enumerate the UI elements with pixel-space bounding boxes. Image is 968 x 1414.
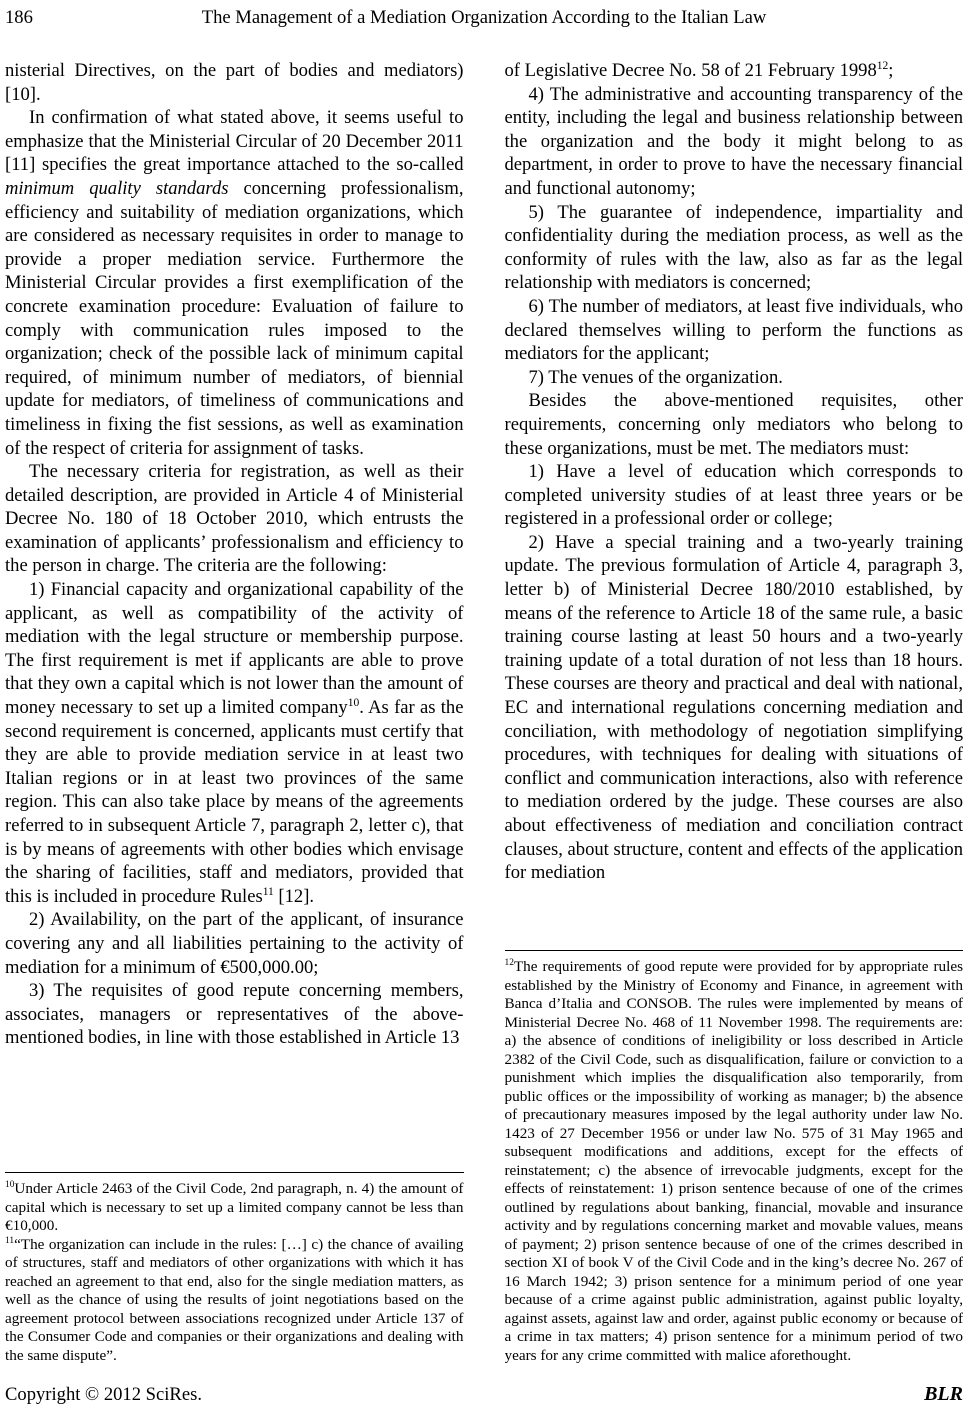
copyright-text: Copyright © 2012 SciRes. [5, 1384, 202, 1405]
left-footnote-block [5, 1172, 464, 1365]
left-column-text [5, 59, 464, 1050]
paragraph: The necessary criteria for registration, as well as their detailed description, are provided in Article 4 of Ministerial Decree No. 180 of 18 October 2010, which entrusts the examination of applicants’ professionalism and efficiency to the person in charge. The criteria are the following: [5, 461, 464, 577]
journal-abbrev: BLR [924, 1383, 963, 1405]
paragraph: 7) The venues of the organization. [528, 366, 783, 388]
footnote: $^{10}$Under Article 2463 of the Civil Code, 2nd paragraph, n. 4) the amount of capital which is necessary to set up a limited company cannot be less than €10,000. [5, 1179, 464, 1234]
paragraph: 2) Have a special training and a two-yearly training update. The previous formulation of Article 4, paragraph 3, letter b) of Ministerial Decree 180/2010 established, by means of the reference to Article 18 of the same rule, a basic training course lasting at least 50 hours and a two-yearly training update of a total duration of not less than 18 hours. These courses are theory and practical and deal with national, EC and international regulations concerning mediation and conciliation, with methodology of negotiation simplifying procedures, with techniques for dealing with situations of conflict and communication interactions, also with reference to mediation ordered by the judge. These courses are also about effectiveness of mediation and conciliation contract clauses, about structure, content and effects of the application for mediation [504, 531, 963, 884]
page-header [5, 6, 963, 30]
right-column-footnotes [505, 958, 964, 1365]
paragraph: of Legislative Decree No. 58 of 21 February 1998$^{12}$; [504, 59, 894, 81]
paragraph: 6) The number of mediators, at least five individuals, who declared themselves willing to perform the functions as mediators for the applicant; [504, 295, 963, 365]
right-footnote-block [505, 950, 964, 1365]
page-footer [5, 1383, 963, 1408]
paragraph: 3) The requisites of good repute concerning members, associates, managers or representatives of the above-mentioned bodies, in line with those established in Article 13 [5, 980, 464, 1049]
paragraph: 4) The administrative and accounting transparency of the entity, including the legal and business relationship between the organization and the body it might belong to as department, in order to prove to have the necessary financial and functional autonomy; [504, 83, 963, 199]
two-column-body [5, 59, 963, 1365]
paragraph: Besides the above-mentioned requisites, other requirements, concerning only mediators who belong to these organizations, must be met. The mediators must: [504, 390, 963, 459]
footnote-separator-left [5, 1172, 464, 1173]
paragraph: 1) Have a level of education which corresponds to completed university studies of at least three years or be registered in a professional order or college; [504, 461, 963, 530]
footnote-separator-right [505, 950, 964, 951]
footnote: $^{11}$“The organization can include in the rules: […] c) the chance of availing of structures, staff and mediators of other organizations with which it has reached an agreement to that end, also for the single mediation matters, as well as the chance of using the results of joint negotiations based on the agreement protocol between associations recognized under Article 137 of the Consumer Code and companies or their organizations and dealing with the same dispute”. [5, 1235, 464, 1364]
footnote: $^{12}$The requirements of good repute were provided for by appropriate rules established by the Ministry of Economy and Finance, in agreement with Banca d’Italia and CONSOB. The rules were implemented by means of Ministerial Decree No. 468 of 11 November 1998. The requirements are: a) the absence of conditions of ineligibility or loss described in Article 2382 of the Civil Code, such as disqualification, failure or conviction to a punishment which implies the disqualification also temporarily, from public offices or the impossibility of working as manager; b) the absence of precautionary measures imposed by the legal authority under law No. 1423 of 27 December 1956 or under law No. 575 of 31 May 1965 and subsequent modifications and additions, except for the effects of reinstatement; c) the absence of irrevocable judgments, except for the effects of reinstatement: 1) prison sentence because of one of the crimes outlined by regulations about banking, financial, movable and insurance activity and by regulations concerning market and movable values, means of payment; 2) prison sentence because of one of the crimes described in section XI of book V of the Civil Code and in the king’s decree No. 267 of 16 March 1942; 3) prison sentence for a minimum period of one year because of a crime against public administration, against public loyalty, against assets, against law and order, against public economy or because of a crime in tax matters; 4) prison sentence for a minimum period of two years for any crime committed with malice aforethought. [504, 957, 963, 1364]
paragraph: nisterial Directives, on the part of bodies and mediators) [10]. [5, 60, 464, 105]
left-column [5, 59, 464, 1365]
right-column-text [505, 59, 964, 885]
page-number: 186 [5, 7, 33, 28]
running-title: The Management of a Mediation Organization According to the Italian Law [201, 7, 767, 28]
paragraph: 2) Availability, on the part of the applicant, of insurance covering any and all liabilities pertaining to the activity of mediation for a minimum of €500,000.00; [5, 909, 464, 978]
paragraph: 5) The guarantee of independence, impartiality and confidentiality during the mediation process, as well as the conformity of rules with the law, also as far as the legal relationship with mediators is concerned; [504, 201, 963, 294]
right-column [505, 59, 964, 1365]
paragraph: In confirmation of what stated above, it seems useful to emphasize that the Ministerial Circular of 20 December 2011 [11] specifies the great importance attached to the so-called minimum quality standards concerning professionalism, efficiency and suitability of mediation organizations, which are considered as necessary requisites in order to manage to provide a proper mediation service. Furthermore the Ministerial Circular provides a first exemplification of the concrete examination procedure: Evaluation of failure to comply with communication rules imposed to the organization; check of the possible lack of minimum capital required, of minimum number of mediators, of biennial update for mediators, of timeliness of communications and timeliness in fixing the fist sessions, as well as examination of the respect of criteria for assignment of tasks. [5, 107, 464, 459]
left-column-footnotes [5, 1180, 464, 1365]
paragraph: 1) Financial capacity and organizational capability of the applicant, as well as compatibility of the activity of mediation with the legal structure or membership purpose. The first requirement is met if applicants are able to prove that they own a capital which is not lower than the amount of money necessary to set up a limited company$^{10}$. As far as the second requirement is concerned, applicants must certify that they are able to provide mediation service in at least two Italian regions or in at least two provinces of the same region. This can also take place by means of the agreements referred to in subsequent Article 7, paragraph 2, letter c), that is by means of agreements with other bodies which envisage the sharing of facilities, staff and mediators, provided that this is included in procedure Rules$^{11}$ [12]. [5, 579, 464, 907]
